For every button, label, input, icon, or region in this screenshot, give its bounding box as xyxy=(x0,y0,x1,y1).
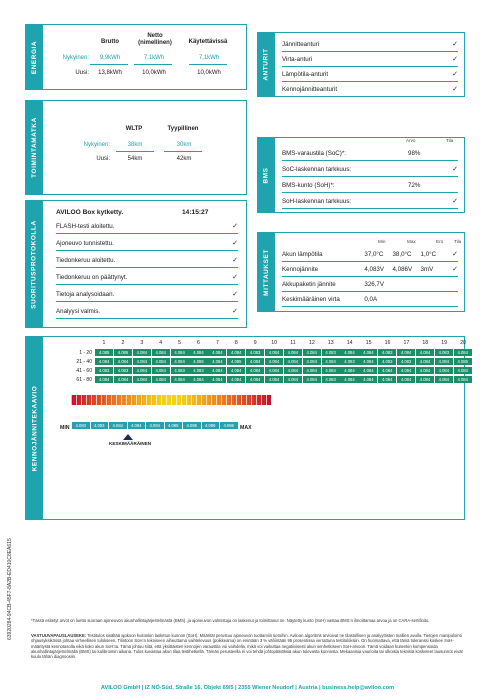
row-label: 21 - 40 xyxy=(76,359,92,365)
scale-cell: 4.085 xyxy=(165,422,183,429)
cell-voltage: 4.083 xyxy=(322,349,340,356)
range-label: TOIMINTAMATKA xyxy=(31,117,39,178)
check-icon: ✓ xyxy=(232,308,238,315)
gradient-tick xyxy=(96,395,97,405)
measure-row xyxy=(282,277,458,292)
protocol-label: SUORITUSPROTOKOLLA xyxy=(31,219,38,309)
protocol-band xyxy=(26,201,43,327)
cell-voltage: 4.084 xyxy=(303,358,321,365)
measure-value: 0,0A xyxy=(364,295,378,303)
range-header-typical: Tyypillinen xyxy=(167,126,199,132)
energy-label: ENERGIA xyxy=(31,40,39,74)
scale-cell: 4.083 xyxy=(72,422,90,429)
scale-cell: 4.084 xyxy=(146,422,164,429)
protocol-item xyxy=(56,219,238,234)
cell-voltage: 4.084 xyxy=(284,376,302,383)
range-row-label: Nykyinen: xyxy=(83,142,110,148)
cell-voltage: 4.084 xyxy=(454,367,472,374)
measure-row-label: Keskimääräinen virta xyxy=(282,295,340,303)
range-card xyxy=(25,100,247,195)
footnote: *Tässä esitetyt arvot on luettu suoraan ajoneuvon akunhallintajärjestelmästä (BMS), ja ajoneuvon valmistaja on laskenut ja toimittanut ne. Näytetty kunto (SoH) vastaa BMS:n ilmoittamaa arvoa ja on CARA-sertifioitu. xyxy=(31,618,430,623)
check-icon: ✓ xyxy=(452,86,458,93)
cell-voltage: 4.084 xyxy=(303,367,321,374)
column-number: 14 xyxy=(346,340,353,346)
cell-voltage: 4.084 xyxy=(359,358,377,365)
cell-voltage: 4.084 xyxy=(416,349,434,356)
gradient-tick xyxy=(91,395,92,405)
sensor-item-text: Lämpötila-anturit xyxy=(282,70,329,78)
measure-header-status: Tila xyxy=(454,239,462,244)
sensor-item-text: Jännitteanturi xyxy=(282,40,320,48)
scale-cell: 4.086 xyxy=(220,422,238,429)
cell-voltage: 4.084 xyxy=(340,376,358,383)
column-number: 1 xyxy=(102,340,106,346)
column-number: 9 xyxy=(253,340,257,346)
gradient-tick xyxy=(246,395,247,405)
check-icon: ✓ xyxy=(232,274,238,281)
gradient-tick xyxy=(141,395,142,405)
row-label: 41 - 60 xyxy=(76,368,92,374)
cell-voltage: 4.084 xyxy=(416,358,434,365)
sensor-item-text: Virta-anturi xyxy=(282,55,313,63)
sensor-item xyxy=(282,37,458,52)
bms-row xyxy=(282,162,458,177)
column-number: 16 xyxy=(384,340,391,346)
cell-voltage: 4.084 xyxy=(397,349,415,356)
bms-header-value: Arvo xyxy=(406,138,416,143)
gradient-tick xyxy=(86,395,87,405)
cell-voltage: 4.084 xyxy=(227,349,245,356)
column-number: 2 xyxy=(121,340,125,346)
energy-underline xyxy=(189,64,227,65)
cell-voltage: 4.084 xyxy=(95,376,113,383)
cell-voltage: 4.084 xyxy=(114,358,132,365)
cell-voltage: 4.083 xyxy=(95,367,113,374)
column-number: 17 xyxy=(403,340,410,346)
column-number: 11 xyxy=(290,340,296,346)
check-icon: ✓ xyxy=(452,41,458,48)
cell-voltage: 4.084 xyxy=(303,376,321,383)
disclaimer-text: Testitulos sisältää ajokoon kuitonkin lasketun kunnon (SoH). Määrität perustuu ajoneuvon tuottamiin tietoihin. Aviloon algoritmit arvioivat ne tilastollisen ja analyyttisten mallien avulla. Tietojen manipulointi ohjausyksikössä johtaa virheellisen tulokseen. Tilintoon SoH:n tekniseen aiheuttama vaihtelevuus (poikkeama) on enintään 3 % vähintään 95 prosentissa verrattuna testituloksiin. On huomattava, että tämä toleranssi koskee SoH-määritystä kennotasolla eikä koko akun SoH:ta. Tämä johtuu siitä, että yksittäisten kennojen varaustila voi vaihdella, mikä voi vaikuttaa negatiivisesti akun senhetkiseen SoH-arvoon. Tämä voidaan kuitenkin kompensoida akunhallintajärjestelmällä (BMS) tai kalibroimin aikana. Tulos kuvastaa akun tilaa testihetkellä. Tämän perusteella ei voi tehdä johtopäätöksiä akun tulevasta kunnosta. Mekaanisia vaurioita tai ulkoisia teknisiä kosketeet lausunnot eivät kuulu tähän diagnoosiin. xyxy=(31,633,463,660)
measure-row xyxy=(282,262,458,277)
bms-card xyxy=(257,137,465,213)
cell-voltage: 4.084 xyxy=(397,376,415,383)
avg-marker-icon xyxy=(123,434,133,440)
gradient-tick xyxy=(111,395,112,405)
avg-label: KESKIMÄÄRÄINEN xyxy=(109,441,152,446)
column-number: 13 xyxy=(327,340,334,346)
cell-voltage: 4.084 xyxy=(152,349,170,356)
range-value: 42km xyxy=(176,156,192,162)
cell-voltage: 4.084 xyxy=(133,358,151,365)
gradient-tick xyxy=(171,395,172,405)
sensors-card xyxy=(257,32,465,97)
energy-row-label: Nykyinen: xyxy=(62,55,89,61)
cell-voltage: 4.084 xyxy=(227,376,245,383)
range-underline xyxy=(164,151,202,152)
gradient-tick xyxy=(211,395,212,405)
check-icon: ✓ xyxy=(452,251,458,258)
disclaimer xyxy=(31,633,471,659)
column-number: 18 xyxy=(422,340,429,346)
measure-value: 38,0°C xyxy=(392,250,412,258)
energy-underline xyxy=(134,64,172,65)
range-band xyxy=(26,101,43,194)
cell-voltage: 4.084 xyxy=(397,367,415,374)
cell-voltage: 4.084 xyxy=(378,376,396,383)
protocol-item-text: Tiedonkeruu aloitettu. xyxy=(56,256,116,264)
cell-voltage: 4.084 xyxy=(171,358,189,365)
cell-voltage: 4.084 xyxy=(416,376,434,383)
gradient-tick xyxy=(191,395,192,405)
measure-band xyxy=(258,233,275,311)
disclaimer-title: VASTUUVAPAUSLAUSEKE: xyxy=(31,633,87,638)
cell-row xyxy=(95,358,473,365)
bms-row-value: 98% xyxy=(408,149,421,157)
cell-voltage: 4.084 xyxy=(378,367,396,374)
protocol-item-text: Tietoja analysoidaan. xyxy=(56,290,115,298)
protocol-item-text: FLASH-testi aloitettu. xyxy=(56,222,115,230)
gradient-tick xyxy=(201,395,202,405)
gradient-tick xyxy=(151,395,152,405)
scale-cell: 4.084 xyxy=(128,422,146,429)
scale-cell: 4.086 xyxy=(202,422,220,429)
energy-value: 10,0kWh xyxy=(197,70,221,76)
cell-voltage: 4.084 xyxy=(133,349,151,356)
measure-header-max: Max xyxy=(407,239,416,244)
gradient-tick xyxy=(126,395,127,405)
cell-voltage: 4.083 xyxy=(171,367,189,374)
cell-voltage: 4.085 xyxy=(454,358,472,365)
protocol-item xyxy=(56,304,238,319)
cell-voltage: 4.084 xyxy=(359,376,377,383)
range-row-label: Uusi: xyxy=(96,156,110,162)
energy-value: 13,8kWh xyxy=(98,70,122,76)
check-icon: ✓ xyxy=(452,198,458,205)
cell-voltage: 4.084 xyxy=(152,376,170,383)
energy-value: 7,1kWh xyxy=(143,55,165,61)
energy-underline xyxy=(90,64,128,65)
energy-card xyxy=(25,24,247,90)
cell-voltage: 4.084 xyxy=(340,349,358,356)
column-number: 15 xyxy=(365,340,372,346)
column-number: 7 xyxy=(215,340,219,346)
cell-voltage: 4.084 xyxy=(435,367,453,374)
scale-max-label: MAX xyxy=(240,425,252,431)
column-number: 12 xyxy=(309,340,315,346)
cell-voltage: 4.084 xyxy=(246,367,264,374)
scale-row xyxy=(72,422,239,429)
gradient-tick xyxy=(166,395,167,405)
protocol-item xyxy=(56,236,238,251)
row-label: 61 - 80 xyxy=(76,377,92,383)
measure-value: 326,7V xyxy=(364,280,385,288)
cell-voltage: 4.084 xyxy=(189,376,207,383)
cell-voltage: 4.084 xyxy=(208,376,226,383)
cell-voltage: 4.083 xyxy=(189,367,207,374)
column-number: 19 xyxy=(441,340,448,346)
cell-voltage: 4.084 xyxy=(152,358,170,365)
gradient-tick xyxy=(231,395,232,405)
cell-voltage: 4.084 xyxy=(284,367,302,374)
cell-voltage: 4.083 xyxy=(114,367,132,374)
column-number: 3 xyxy=(140,340,144,346)
gradient-tick xyxy=(81,395,82,405)
gradient-tick xyxy=(71,395,72,405)
measure-label: MITTAUKSET xyxy=(263,248,270,296)
scale-min-label: MIN xyxy=(60,425,70,431)
protocol-title: AVILOO Box kytketty. xyxy=(56,209,124,216)
bms-row xyxy=(282,194,458,209)
protocol-item xyxy=(56,287,238,302)
protocol-card xyxy=(25,200,247,328)
bms-band xyxy=(258,138,275,212)
sensor-item xyxy=(282,82,458,97)
bms-row-label: SoC-laskennan tarkkuus: xyxy=(282,165,352,173)
bms-row-label: BMS-varaustila (SoC)*: xyxy=(282,149,346,157)
sensor-item-text: Kennojännitteanturit xyxy=(282,85,338,93)
gradient-tick xyxy=(181,395,182,405)
range-value: 38km xyxy=(127,142,143,148)
gradient-tick xyxy=(156,395,157,405)
cell-chart-card xyxy=(25,336,468,520)
gradient-tick xyxy=(256,395,257,405)
measure-value: 4,086V xyxy=(392,265,413,273)
bms-row-label: SoH-laskennan tarkkuus: xyxy=(282,197,352,205)
bms-row xyxy=(282,178,458,193)
measure-row-label: Akun lämpötila xyxy=(282,250,323,258)
sensors-label: ANTURIT xyxy=(263,48,270,81)
check-icon: ✓ xyxy=(232,223,238,230)
cell-voltage: 4.084 xyxy=(208,367,226,374)
cell-voltage: 4.084 xyxy=(340,367,358,374)
cell-voltage: 4.084 xyxy=(171,376,189,383)
energy-band xyxy=(26,25,43,89)
gradient-tick xyxy=(101,395,102,405)
cell-voltage: 4.084 xyxy=(359,367,377,374)
cell-voltage: 4.084 xyxy=(208,358,226,365)
check-icon: ✓ xyxy=(452,71,458,78)
cell-voltage: 4.084 xyxy=(322,358,340,365)
cell-voltage: 4.083 xyxy=(246,349,264,356)
protocol-item-text: Tiedonkeruu on päättynyt. xyxy=(56,273,128,281)
gradient-tick xyxy=(116,395,117,405)
cell-voltage: 4.084 xyxy=(265,358,283,365)
column-number: 5 xyxy=(178,340,182,346)
cell-row xyxy=(95,376,473,383)
sensor-item xyxy=(282,67,458,82)
check-icon: ✓ xyxy=(232,257,238,264)
measure-value: 4,083V xyxy=(364,265,385,273)
cell-voltage: 4.085 xyxy=(114,349,132,356)
bms-label: BMS xyxy=(262,166,270,184)
bms-header-status: Tila xyxy=(446,138,454,143)
measure-header-diff: Ero xyxy=(436,239,444,244)
cell-voltage: 4.084 xyxy=(265,367,283,374)
scale-cell: 4.084 xyxy=(109,422,127,429)
cell-voltage: 4.084 xyxy=(284,349,302,356)
energy-value: 9,9kWh xyxy=(99,55,121,61)
gradient-tick xyxy=(236,395,237,405)
gradient-tick xyxy=(251,395,252,405)
energy-row-label: Uusi: xyxy=(75,70,89,76)
gradient-tick xyxy=(226,395,227,405)
cell-chart-band xyxy=(26,337,43,519)
cell-voltage: 4.084 xyxy=(435,358,453,365)
protocol-item-text: Analyysi valmis. xyxy=(56,307,101,315)
range-header-wltp: WLTP xyxy=(125,126,143,132)
cell-voltage: 4.085 xyxy=(95,349,113,356)
gradient-tick xyxy=(146,395,147,405)
cell-voltage: 4.084 xyxy=(95,358,113,365)
cell-chart-label: KENNOJÄNNITEKAAVIO xyxy=(31,385,39,471)
check-icon: ✓ xyxy=(452,56,458,63)
sensors-band xyxy=(258,33,275,96)
cell-voltage: 4.083 xyxy=(322,376,340,383)
cell-voltage: 4.084 xyxy=(416,367,434,374)
measure-value: 37,0°C xyxy=(364,250,384,258)
check-icon: ✓ xyxy=(452,166,458,173)
gradient-tick xyxy=(76,395,77,405)
document-id-vertical: 63920284-94CB-45F7-8A2B-ED410C8EA615 xyxy=(7,538,13,640)
gradient-tick xyxy=(221,395,222,405)
range-value: 30km xyxy=(176,142,192,148)
cell-voltage: 4.084 xyxy=(454,349,472,356)
gradient-tick xyxy=(106,395,107,405)
cell-voltage: 4.084 xyxy=(246,376,264,383)
cell-voltage: 4.084 xyxy=(303,349,321,356)
gradient-tick xyxy=(176,395,177,405)
range-value: 54km xyxy=(127,156,143,162)
cell-voltage: 4.083 xyxy=(378,358,396,365)
scale-cell: 4.083 xyxy=(91,422,109,429)
cell-voltage: 4.084 xyxy=(454,376,472,383)
gradient-tick xyxy=(196,395,197,405)
cell-voltage: 4.084 xyxy=(152,367,170,374)
cell-voltage: 4.084 xyxy=(227,367,245,374)
protocol-item xyxy=(56,253,238,268)
gradient-tick xyxy=(121,395,122,405)
measure-row-label: Akkupaketin jännite xyxy=(282,280,336,288)
protocol-item-text: Ajoneuvo tunnistettu. xyxy=(56,239,114,247)
voltage-gradient-bar xyxy=(71,395,271,407)
cell-voltage: 4.083 xyxy=(340,358,358,365)
column-number: 10 xyxy=(271,340,277,346)
gradient-tick xyxy=(206,395,207,405)
gradient-tick xyxy=(131,395,132,405)
energy-header-netto: Netto (nimellinen) xyxy=(138,33,172,46)
cell-voltage: 4.085 xyxy=(227,358,245,365)
cell-row xyxy=(95,367,473,374)
sensor-item xyxy=(282,52,458,67)
check-icon: ✓ xyxy=(452,266,458,273)
cell-voltage: 4.084 xyxy=(265,376,283,383)
measure-card xyxy=(257,232,465,312)
check-icon: ✓ xyxy=(232,291,238,298)
cell-voltage: 4.084 xyxy=(246,358,264,365)
gradient-tick xyxy=(186,395,187,405)
measure-row xyxy=(282,247,458,262)
cell-voltage: 4.084 xyxy=(322,367,340,374)
measure-value: 1,0°C xyxy=(420,250,437,258)
footer-contact: AVILOO GmbH | IZ NÖ-Süd, Straße 16, Objekt 69/5 | 2355 Wiener Neudorf | Austria | business.help@aviloo.com xyxy=(100,685,395,691)
gradient-tick xyxy=(261,395,262,405)
energy-value: 7,1kWh xyxy=(198,55,220,61)
cell-voltage: 4.084 xyxy=(133,376,151,383)
cell-voltage: 4.084 xyxy=(435,376,453,383)
protocol-item xyxy=(56,270,238,285)
gradient-tick xyxy=(266,395,267,405)
cell-voltage: 4.084 xyxy=(189,349,207,356)
cell-voltage: 4.084 xyxy=(284,358,302,365)
gradient-tick xyxy=(216,395,217,405)
cell-voltage: 4.084 xyxy=(114,376,132,383)
energy-header-brutto: Brutto xyxy=(101,39,119,45)
gradient-tick xyxy=(241,395,242,405)
column-number: 4 xyxy=(159,340,163,346)
measure-value: 3mV xyxy=(420,265,434,273)
measure-row xyxy=(282,292,458,307)
column-number: 6 xyxy=(197,340,200,346)
cell-voltage: 4.084 xyxy=(133,367,151,374)
range-underline xyxy=(116,151,154,152)
cell-voltage: 4.083 xyxy=(378,349,396,356)
check-icon: ✓ xyxy=(232,240,238,247)
cell-voltage: 4.086 xyxy=(189,358,207,365)
cell-voltage: 4.083 xyxy=(435,349,453,356)
cell-row xyxy=(95,349,473,356)
row-label: 1 - 20 xyxy=(79,350,92,356)
bms-row xyxy=(282,146,458,161)
gradient-tick xyxy=(161,395,162,405)
energy-value: 10,0kWh xyxy=(142,70,166,76)
column-number: 8 xyxy=(234,340,238,346)
cell-voltage: 4.084 xyxy=(359,349,377,356)
cell-voltage: 4.084 xyxy=(265,349,283,356)
cell-voltage: 4.084 xyxy=(171,349,189,356)
protocol-time: 14:15:27 xyxy=(182,209,209,216)
bms-row-label: BMS-kunto (SoH)*: xyxy=(282,181,335,189)
measure-row-label: Kennojännite xyxy=(282,265,319,273)
cell-voltage: 4.083 xyxy=(397,358,415,365)
scale-cell: 4.085 xyxy=(183,422,201,429)
energy-header-usable: Käytettävissä xyxy=(188,39,228,45)
measure-header-min: Min xyxy=(378,239,386,244)
bms-row-value: 72% xyxy=(408,181,421,189)
gradient-tick xyxy=(136,395,137,405)
cell-voltage: 4.084 xyxy=(208,349,226,356)
column-number: 20 xyxy=(460,340,466,346)
